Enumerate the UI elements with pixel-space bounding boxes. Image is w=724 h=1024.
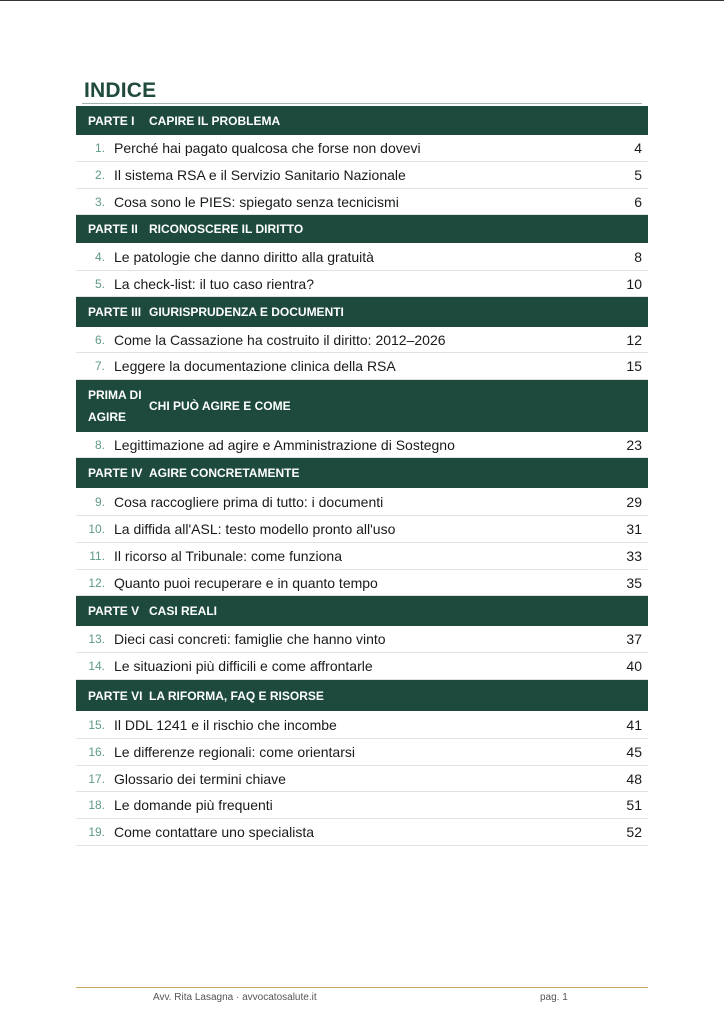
entry-page-number: 23 bbox=[626, 436, 642, 453]
entry-number: 7. bbox=[94, 359, 105, 373]
entry-title: Cosa sono le PIES: spiegato senza tecnicismi bbox=[114, 193, 399, 210]
entry-number: 1. bbox=[94, 141, 105, 155]
part-header bbox=[76, 596, 648, 626]
toc-entry[interactable] bbox=[76, 570, 648, 596]
entry-page-number: 45 bbox=[626, 744, 642, 760]
entry-page-number: 40 bbox=[626, 658, 642, 674]
entry-number: 4. bbox=[94, 249, 105, 264]
entry-number: 14. bbox=[88, 659, 105, 673]
page-top-border bbox=[0, 0, 724, 1]
toc-entry[interactable] bbox=[76, 543, 648, 570]
page-title: INDICE bbox=[84, 79, 157, 102]
part-title: AGIRE CONCRETAMENTE bbox=[149, 466, 300, 480]
entry-number: 15. bbox=[88, 717, 105, 732]
entry-title: Il DDL 1241 e il rischio che incombe bbox=[114, 716, 337, 733]
entry-page-number: 6 bbox=[634, 193, 642, 210]
entry-number: 11. bbox=[89, 549, 105, 563]
entry-page-number: 29 bbox=[626, 493, 642, 510]
toc-entry[interactable] bbox=[76, 243, 648, 271]
toc-entry[interactable] bbox=[76, 739, 648, 766]
toc-entry[interactable] bbox=[76, 271, 648, 297]
entry-title: Le differenze regionali: come orientarsi bbox=[114, 744, 355, 760]
entry-page-number: 15 bbox=[626, 358, 642, 374]
entry-title: Perché hai pagato qualcosa che forse non dovevi bbox=[114, 140, 421, 156]
entry-number: 3. bbox=[94, 194, 105, 209]
part-header bbox=[76, 680, 648, 711]
part-label: PARTE IV bbox=[88, 466, 143, 480]
toc-entry[interactable] bbox=[76, 819, 648, 846]
entry-page-number: 5 bbox=[634, 167, 642, 183]
entry-title: Come contattare uno specialista bbox=[114, 824, 314, 840]
part-header bbox=[76, 106, 648, 135]
entry-page-number: 31 bbox=[626, 521, 642, 537]
part-header bbox=[76, 380, 648, 432]
part-title: CASI REALI bbox=[149, 604, 218, 618]
toc-entry[interactable] bbox=[76, 626, 648, 653]
part-title: RICONOSCERE IL DIRITTO bbox=[149, 222, 304, 236]
toc-entry[interactable] bbox=[76, 353, 648, 380]
part-label: PRIMA DI AGIRE bbox=[88, 388, 142, 424]
part-label: PARTE VI bbox=[88, 688, 143, 703]
toc-entry[interactable] bbox=[76, 135, 648, 162]
entry-page-number: 37 bbox=[626, 631, 642, 647]
table-of-contents bbox=[76, 106, 648, 846]
part-label: PARTE I bbox=[88, 113, 135, 128]
part-header bbox=[76, 458, 648, 488]
entry-title: La check-list: il tuo caso rientra? bbox=[114, 275, 314, 292]
toc-entry[interactable] bbox=[76, 516, 648, 543]
entry-number: 13. bbox=[88, 632, 105, 646]
part-label: PARTE II bbox=[88, 222, 138, 236]
entry-title: Cosa raccogliere prima di tutto: i documenti bbox=[114, 493, 384, 510]
entry-page-number: 35 bbox=[626, 574, 642, 591]
entry-number: 12. bbox=[88, 575, 105, 590]
part-title: CHI PUÒ AGIRE E COME bbox=[149, 399, 291, 413]
entry-page-number: 12 bbox=[626, 331, 642, 348]
part-label: PARTE V bbox=[88, 604, 140, 618]
entry-page-number: 51 bbox=[626, 797, 642, 813]
entry-title: Legittimazione ad agire e Amministrazione di Sostegno bbox=[114, 436, 455, 453]
entry-page-number: 41 bbox=[626, 716, 642, 733]
entry-number: 16. bbox=[88, 745, 105, 759]
entry-title: Quanto puoi recuperare e in quanto tempo bbox=[114, 574, 378, 591]
part-header bbox=[76, 297, 648, 327]
toc-entry[interactable] bbox=[76, 162, 648, 189]
footer-divider bbox=[76, 987, 648, 988]
toc-entry[interactable] bbox=[76, 488, 648, 516]
toc-entry[interactable] bbox=[76, 766, 648, 792]
entry-page-number: 52 bbox=[626, 824, 642, 840]
toc-entry[interactable] bbox=[76, 327, 648, 353]
entry-title: Glossario dei termini chiave bbox=[114, 770, 286, 787]
part-title: LA RIFORMA, FAQ E RISORSE bbox=[149, 688, 324, 703]
entry-number: 9. bbox=[94, 494, 105, 509]
entry-title: Il sistema RSA e il Servizio Sanitario Nazionale bbox=[114, 167, 406, 183]
part-title: CAPIRE IL PROBLEMA bbox=[149, 113, 281, 128]
entry-title: Il ricorso al Tribunale: come funziona bbox=[114, 548, 342, 564]
entry-title: Le situazioni più difficili e come affrontarle bbox=[114, 658, 373, 674]
footer-author: Avv. Rita Lasagna · avvocatosalute.it bbox=[153, 992, 317, 1003]
part-title: GIURISPRUDENZA E DOCUMENTI bbox=[149, 305, 344, 319]
entry-number: 5. bbox=[94, 276, 105, 291]
entry-title: Come la Cassazione ha costruito il diritto: 2012–2026 bbox=[114, 331, 446, 348]
entry-number: 17. bbox=[88, 771, 105, 786]
entry-number: 2. bbox=[94, 168, 105, 182]
entry-page-number: 48 bbox=[626, 770, 642, 787]
entry-title: Leggere la documentazione clinica della RSA bbox=[114, 358, 396, 374]
entry-page-number: 33 bbox=[626, 548, 642, 564]
part-label: PARTE III bbox=[88, 305, 142, 319]
toc-entry[interactable] bbox=[76, 653, 648, 680]
toc-entry[interactable] bbox=[76, 711, 648, 739]
toc-entry[interactable] bbox=[76, 792, 648, 819]
entry-number: 10. bbox=[88, 522, 105, 536]
footer-page-number: pag. 1 bbox=[540, 992, 568, 1003]
toc-entry[interactable] bbox=[76, 432, 648, 458]
entry-title: La diffida all'ASL: testo modello pronto all'uso bbox=[114, 521, 396, 537]
entry-page-number: 4 bbox=[634, 140, 642, 156]
entry-number: 19. bbox=[88, 825, 105, 839]
entry-page-number: 10 bbox=[626, 275, 642, 292]
entry-title: Dieci casi concreti: famiglie che hanno vinto bbox=[114, 631, 386, 647]
entry-number: 8. bbox=[94, 437, 105, 452]
entry-number: 18. bbox=[88, 798, 105, 812]
entry-page-number: 8 bbox=[634, 248, 642, 265]
title-divider bbox=[82, 103, 642, 104]
entry-title: Le patologie che danno diritto alla gratuità bbox=[114, 248, 374, 265]
part-header bbox=[76, 215, 648, 243]
entry-number: 6. bbox=[94, 332, 105, 347]
toc-entry[interactable] bbox=[76, 189, 648, 215]
entry-title: Le domande più frequenti bbox=[114, 797, 273, 813]
